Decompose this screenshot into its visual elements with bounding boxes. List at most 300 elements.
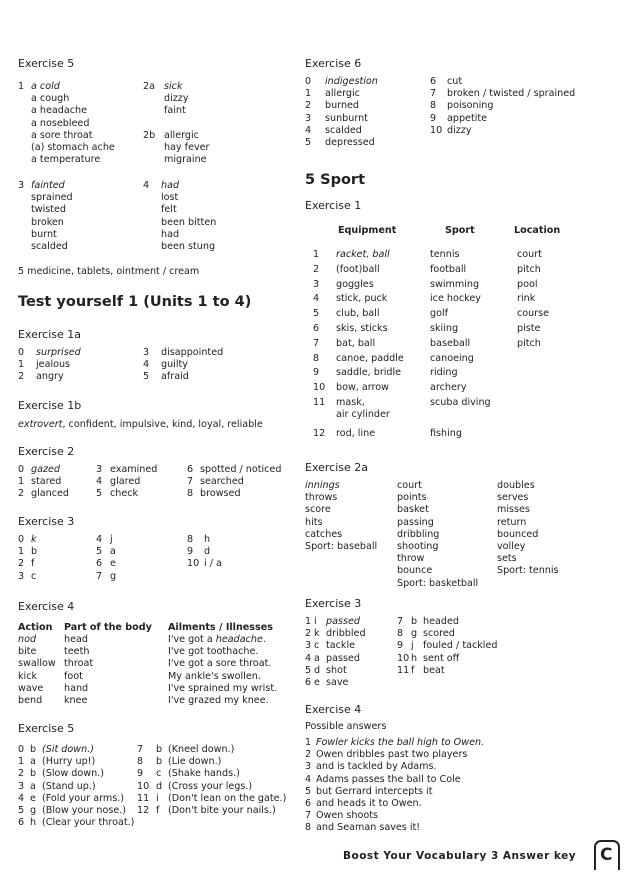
ex3b-list-item: save: [326, 677, 349, 688]
ex3b-list-letter: g: [411, 628, 418, 640]
ex4-ailment: I've got toothache.: [168, 646, 259, 658]
ex5b-list-item: (Sit down.): [42, 744, 94, 755]
ex1-number: 1: [313, 249, 320, 260]
ex1-location: piste: [517, 323, 541, 334]
ex4-answer: and is tackled by Adams.: [316, 761, 437, 773]
ex1a-list-number: 3: [143, 347, 150, 358]
ex2a-item: misses: [497, 504, 530, 516]
footer-title: Boost Your Vocabulary 3 Answer key: [343, 850, 577, 862]
ex1-number: 3: [313, 278, 320, 290]
ex1a-list-number: 2: [18, 371, 25, 383]
ex1-sport: baseball: [430, 337, 471, 349]
ex5b-list-item: (Stand up.): [42, 780, 96, 792]
ex2a-item: catches: [305, 528, 343, 540]
ex4-answer: Adams passes the ball to Cole: [316, 773, 461, 785]
ex1-location: court: [517, 249, 542, 260]
ex5-list-item: allergic: [164, 130, 199, 141]
ex1a-list-item: guilty: [161, 359, 188, 371]
ex5b-list-number: 6: [18, 817, 25, 829]
ex6-list-number: 9: [430, 112, 437, 124]
ex2a-item: basket: [397, 504, 429, 516]
ex4-ailment: I've sprained my wrist.: [168, 682, 278, 694]
ex2a-item: Sport: tennis: [497, 565, 559, 577]
ex1-location: pitch: [517, 263, 541, 275]
ex2-list-number: 4: [96, 476, 103, 488]
ex2-list-number: 2: [18, 488, 25, 500]
ex1-equipment: skis, sticks: [336, 323, 388, 334]
ex3b-list-number: 5: [305, 664, 312, 676]
ex2-list-item: check: [110, 488, 139, 500]
ex4-number: 7: [305, 810, 312, 822]
ex3b-list-letter: d: [314, 664, 321, 676]
exercise-heading: Exercise 1a: [18, 328, 82, 341]
ex6-list-item: burned: [325, 100, 360, 112]
ex3b-list-item: tackle: [326, 640, 356, 652]
ex5-list-item: scalded: [31, 241, 68, 252]
ex3-list-item: g: [110, 570, 117, 582]
ex5b-list-letter: f: [156, 805, 160, 816]
ex6-list-item: cut: [447, 76, 463, 87]
ex5-list-item: been bitten: [161, 216, 217, 228]
ex1-equipment: bat, ball: [336, 337, 376, 349]
ex2a-item: innings: [305, 480, 340, 491]
ex4-answer: and Seaman saves it!: [316, 822, 421, 834]
ex3b-list-item: dribbled: [326, 628, 366, 640]
ex1a-list-item: surprised: [36, 347, 81, 358]
ex5-list-item: lost: [161, 192, 179, 204]
ex2-list-item: stared: [31, 476, 62, 488]
ex1-number: 4: [313, 293, 320, 305]
ex2-list-number: 3: [96, 464, 103, 475]
ex2-list-number: 1: [18, 476, 25, 488]
ex1-number: 7: [313, 337, 320, 349]
ex3-list-number: 7: [96, 570, 103, 582]
ex5b-list-letter: a: [30, 756, 36, 768]
ex3b-list-letter: h: [411, 652, 418, 664]
ex4-answer: but Gerrard intercepts it: [316, 785, 433, 797]
ex2a-item: passing: [397, 516, 434, 528]
ex3b-list-letter: j: [411, 640, 414, 652]
ex5b-list-item: (Don't lean on the gate.): [168, 792, 287, 804]
ex3-list-number: 0: [18, 534, 25, 545]
ex4-action: swallow: [18, 658, 56, 670]
ex5-list-item: a cough: [31, 93, 70, 105]
ex5b-list-number: 5: [18, 805, 25, 816]
ex1-sport: archery: [430, 382, 467, 394]
ex5b-list-item: (Hurry up!): [42, 756, 96, 768]
ex4-answer: Owen dribbles past two players: [316, 749, 468, 761]
exercise-heading: Exercise 1: [305, 199, 362, 212]
ex5b-list-letter: e: [30, 792, 36, 804]
ex4-ailment: I've got a headache.: [168, 634, 266, 645]
ex5-list-item: sprained: [31, 192, 73, 204]
ex1-equipment: saddle, bridle: [336, 367, 402, 379]
ex1-location: pitch: [517, 337, 541, 349]
ex4-number: 2: [305, 749, 312, 761]
ex1-column-header: Location: [514, 225, 561, 236]
ex1-equipment: (foot)ball: [336, 263, 380, 275]
ex5-list-item: broken: [31, 216, 64, 228]
ex5b-list-item: (Fold your arms.): [42, 792, 125, 804]
ex6-list-item: indigestion: [325, 76, 378, 87]
ex3-list-item: j: [110, 534, 113, 545]
ex5b-list-number: 12: [137, 805, 150, 816]
ex1-location: course: [517, 308, 550, 320]
ex4-ailment: I've grazed my knee.: [168, 695, 269, 706]
ex5-list-item: (a) stomach ache: [31, 142, 115, 153]
ex5b-list-letter: b: [30, 744, 37, 755]
ex1-equipment: stick, puck: [336, 293, 388, 305]
ex1-equipment: goggles: [336, 278, 374, 290]
ex5-list-number: 2b: [143, 130, 156, 141]
ex4-body-part: head: [64, 634, 88, 645]
ex3-list-item: a: [110, 546, 116, 558]
ex5b-list-number: 8: [137, 756, 144, 768]
logo-icon: C: [594, 840, 620, 870]
ex4-action: kick: [18, 670, 38, 682]
ex6-list-item: scalded: [325, 124, 362, 136]
ex1-sport: golf: [430, 308, 449, 320]
ex2-list-item: glared: [110, 476, 141, 488]
ex1a-list-number: 0: [18, 347, 25, 358]
ex3b-list-number: 2: [305, 628, 312, 640]
ex3-list-item: e: [110, 558, 116, 570]
ex5-list-number: 1: [18, 81, 25, 92]
ex1-column-header: Sport: [445, 225, 475, 236]
ex6-list-number: 0: [305, 76, 312, 87]
ex5-list-item: hay fever: [164, 142, 210, 154]
ex3-list-number: 8: [187, 534, 194, 545]
ex2a-item: score: [305, 504, 331, 516]
ex5-list-item: had: [161, 228, 180, 240]
ex3b-list-item: beat: [423, 664, 445, 676]
ex2a-item: shooting: [397, 541, 439, 552]
ex5-list-item: migraine: [164, 154, 207, 166]
ex3b-list-number: 7: [397, 616, 404, 627]
ex2-list-item: glanced: [31, 488, 69, 500]
ex2-list-item: examined: [110, 464, 158, 475]
ex1-equipment: bow, arrow: [336, 382, 390, 394]
ex3-list-item: d: [204, 546, 211, 558]
ex2a-item: serves: [497, 492, 529, 504]
ex2a-item: sets: [497, 553, 517, 565]
ex1-number: 9: [313, 367, 320, 379]
ex4-body-part: throat: [64, 658, 94, 670]
ex3b-list-item: passed: [326, 652, 360, 664]
ex4-body-part: foot: [64, 670, 83, 682]
ex5b-list-item: (Clear your throat.): [42, 817, 135, 829]
ex3-list-item: i / a: [204, 558, 222, 570]
ex3b-list-number: 10: [397, 652, 410, 664]
ex4-answer: and heads it to Owen.: [316, 798, 422, 809]
ex5b-list-letter: h: [30, 817, 37, 829]
exercise-heading: Exercise 2: [18, 445, 75, 458]
ex1-number: 6: [313, 323, 320, 334]
ex2a-item: return: [497, 516, 527, 528]
ex6-list-item: poisoning: [447, 100, 494, 112]
ex6-list-number: 6: [430, 76, 437, 87]
ex1a-list-number: 1: [18, 359, 25, 371]
ex3b-list-item: headed: [423, 616, 459, 627]
ex2a-item: bounced: [497, 528, 539, 540]
ex3b-list-item: fouled / tackled: [423, 640, 498, 652]
ex1a-list-number: 5: [143, 371, 150, 383]
ex6-list-number: 5: [305, 137, 312, 148]
ex1b-example: extrovert: [18, 419, 63, 430]
ex3-list-number: 1: [18, 546, 25, 558]
ex3-list-item: k: [31, 534, 37, 545]
ex5-list-item: had: [161, 180, 180, 191]
ex1-sport: swimming: [430, 278, 480, 290]
ex1-sport: fishing: [430, 428, 462, 439]
ex4-action: bend: [18, 695, 43, 706]
ex2-list-item: browsed: [200, 488, 241, 500]
ex3b-list-item: passed: [326, 616, 360, 627]
ex3-list-number: 3: [18, 570, 25, 582]
ex3b-list-number: 6: [305, 677, 312, 688]
ex1a-list-number: 4: [143, 359, 150, 371]
ex3b-list-item: sent off: [423, 652, 460, 664]
ex1-sport: scuba diving: [430, 397, 491, 408]
ex5b-list-item: (Blow your nose.): [42, 805, 127, 816]
exercise-heading: Exercise 2a: [305, 461, 369, 474]
ex3-list-number: 2: [18, 558, 25, 570]
ex5b-list-item: (Kneel down.): [168, 744, 235, 755]
ex6-list-number: 7: [430, 88, 437, 100]
ex1-location: pool: [517, 278, 538, 290]
ex5b-list-letter: d: [156, 780, 163, 792]
exercise-heading: Exercise 5: [18, 722, 75, 735]
ex6-list-number: 1: [305, 88, 312, 100]
ex5-list-item: been stung: [161, 241, 216, 252]
ex5b-list-item: (Shake hands.): [168, 768, 240, 780]
ex4-answer: Fowler kicks the ball high to Owen.: [316, 737, 485, 748]
exercise-heading: Exercise 4: [18, 600, 75, 613]
ex6-list-item: allergic: [325, 88, 360, 100]
ex4-body-part: hand: [64, 682, 89, 694]
ex5b-list-number: 10: [137, 780, 150, 792]
ex5b-list-letter: c: [156, 768, 162, 780]
ex2-list-item: gazed: [31, 464, 60, 475]
ex5b-list-number: 3: [18, 780, 25, 792]
ex6-list-number: 10: [430, 124, 443, 136]
ex5b-list-number: 2: [18, 768, 25, 780]
ex4-ailment: I've got a sore throat.: [168, 658, 272, 670]
ex4-column-header: Action: [18, 622, 53, 633]
ex2a-item: bounce: [397, 565, 433, 577]
ex5b-list-letter: i: [156, 792, 159, 804]
ex4-subtitle: Possible answers: [305, 721, 387, 732]
ex3-list-number: 4: [96, 534, 103, 545]
ex6-list-number: 2: [305, 100, 312, 112]
ex5b-list-letter: g: [30, 805, 37, 816]
ex4-action: wave: [18, 682, 44, 694]
ex3b-list-letter: f: [411, 664, 415, 676]
ex6-list-item: depressed: [325, 137, 375, 148]
ex5-list-number: 3: [18, 180, 25, 191]
ex6-list-number: 8: [430, 100, 437, 112]
ex4-action: nod: [18, 634, 37, 645]
ex2a-item: hits: [305, 516, 323, 528]
ex6-list-number: 4: [305, 124, 312, 136]
ex6-list-item: appetite: [447, 112, 488, 124]
ex2-list-item: searched: [200, 476, 244, 488]
ex3b-list-number: 11: [397, 664, 410, 676]
ex1-equipment: air cylinder: [336, 408, 390, 420]
ex3b-list-number: 4: [305, 652, 312, 664]
ex5b-list-letter: a: [30, 780, 36, 792]
ex3-list-number: 10: [187, 558, 200, 570]
ex1-sport: football: [430, 263, 467, 275]
ex1-column-header: Equipment: [338, 225, 397, 236]
ex4-body-part: knee: [64, 695, 88, 706]
ex5-list-item: a temperature: [31, 154, 101, 166]
ex3-list-item: f: [31, 558, 35, 570]
ex1-equipment: rod, line: [336, 428, 376, 439]
ex1b-answers: , confident, impulsive, kind, loyal, reliable: [62, 419, 263, 430]
ex5-list-item: fainted: [31, 180, 65, 191]
ex1-location: rink: [517, 293, 536, 305]
ex6-list-item: dizzy: [447, 124, 472, 136]
ex4-number: 3: [305, 761, 312, 773]
ex1a-list-item: jealous: [36, 359, 71, 371]
exercise-heading: Exercise 3: [18, 515, 75, 528]
ex5-list-number: 4: [143, 180, 150, 191]
ex3b-list-item: shot: [326, 664, 347, 676]
ex1-equipment: canoe, paddle: [336, 352, 404, 364]
ex5b-list-letter: b: [156, 756, 163, 768]
ex5-list-item: burnt: [31, 228, 57, 240]
ex5-list-item: a sore throat: [31, 129, 93, 141]
ex1-number: 5: [313, 308, 320, 320]
ex4-action: bite: [18, 646, 37, 658]
ex2a-item: throws: [305, 492, 338, 504]
ex4-column-header: Ailments / Illnesses: [168, 622, 273, 633]
ex3b-list-letter: b: [411, 616, 418, 627]
ex5b-list-number: 7: [137, 744, 144, 755]
ex5-list-item: a nosebleed: [31, 117, 90, 129]
ex1-number: 2: [313, 263, 320, 275]
ex5b-list-number: 1: [18, 756, 25, 768]
ex6-list-number: 3: [305, 112, 312, 124]
ex3b-list-item: scored: [423, 628, 455, 640]
ex1a-list-item: disappointed: [161, 347, 224, 358]
ex4-number: 4: [305, 773, 312, 785]
ex3b-list-number: 3: [305, 640, 312, 652]
ex1a-list-item: afraid: [161, 371, 189, 383]
ex3-list-item: h: [204, 534, 211, 545]
ex5b-list-item: (Slow down.): [42, 768, 104, 780]
section-title: Test yourself 1 (Units 1 to 4): [18, 294, 252, 310]
ex5b-list-number: 0: [18, 744, 25, 755]
ex1a-list-item: angry: [36, 371, 64, 383]
ex5-list-item: a cold: [31, 81, 60, 92]
ex2-list-number: 0: [18, 464, 25, 475]
ex2a-item: throw: [397, 553, 425, 565]
ex5b-list-item: (Cross your legs.): [168, 780, 253, 792]
exercise-heading: Exercise 1b: [18, 399, 82, 412]
ex4-number: 6: [305, 798, 312, 809]
ex3b-list-letter: a: [314, 652, 320, 664]
ex1-number: 8: [313, 352, 320, 364]
ex3-list-number: 6: [96, 558, 103, 570]
ex3b-list-number: 1: [305, 616, 312, 627]
ex5b-list-item: (Don't bite your nails.): [168, 805, 276, 816]
section-title: 5 Sport: [305, 172, 366, 188]
ex4-number: 5: [305, 785, 312, 797]
ex6-list-item: broken / twisted / sprained: [447, 88, 576, 100]
ex2a-item: Sport: basketball: [397, 577, 479, 589]
ex5b-list-letter: b: [30, 768, 37, 780]
ex4-ailment: My ankle's swollen.: [168, 670, 261, 682]
ex5-list-item: sick: [164, 81, 183, 92]
ex2a-item: doubles: [497, 480, 535, 491]
ex2-list-item: spotted / noticed: [200, 464, 282, 475]
ex5-line: 5 medicine, tablets, ointment / cream: [18, 266, 200, 277]
ex4-answer: Owen shoots: [316, 810, 379, 822]
ex5-list-number: 2a: [143, 81, 155, 92]
ex2a-item: points: [397, 492, 427, 504]
ex2-list-number: 6: [187, 464, 194, 475]
ex5b-list-number: 4: [18, 792, 25, 804]
ex2a-item: volley: [497, 541, 526, 552]
ex6-list-item: sunburnt: [325, 112, 368, 124]
ex3b-list-letter: i: [314, 616, 317, 627]
ex3-list-number: 9: [187, 546, 194, 558]
ex4-body-part: teeth: [64, 646, 90, 658]
ex3b-list-letter: c: [314, 640, 320, 652]
ex3b-list-letter: e: [314, 677, 320, 688]
ex5b-list-item: (Lie down.): [168, 756, 222, 768]
ex3b-list-number: 9: [397, 640, 404, 652]
ex2a-item: dribbling: [397, 528, 440, 540]
ex5-list-item: faint: [164, 105, 186, 117]
ex2-list-number: 7: [187, 476, 194, 488]
ex3-list-number: 5: [96, 546, 103, 558]
ex1-number: 10: [313, 382, 326, 394]
exercise-heading: Exercise 5: [18, 57, 75, 70]
ex5b-list-letter: b: [156, 744, 163, 755]
ex4-number: 8: [305, 822, 312, 834]
ex2a-item: court: [397, 480, 422, 491]
ex3b-list-letter: k: [314, 628, 320, 640]
ex1-equipment: mask,: [336, 397, 365, 408]
ex5b-list-number: 11: [137, 792, 150, 804]
ex1-sport: riding: [430, 367, 458, 379]
ex5-list-item: dizzy: [164, 93, 189, 105]
ex1-sport: tennis: [430, 249, 460, 260]
ex2-list-number: 5: [96, 488, 103, 500]
ex2-list-number: 8: [187, 488, 194, 500]
ex1-number: 11: [313, 397, 326, 408]
ex1-number: 12: [313, 428, 326, 439]
ex1-sport: ice hockey: [430, 293, 481, 305]
ex5b-list-number: 9: [137, 768, 144, 780]
exercise-heading: Exercise 6: [305, 57, 362, 70]
ex3-list-item: b: [31, 546, 38, 558]
ex4-column-header: Part of the body: [64, 622, 152, 633]
ex1b-line: [18, 419, 263, 431]
ex3-list-item: c: [31, 570, 37, 582]
exercise-heading: Exercise 3: [305, 597, 362, 610]
ex1-sport: canoeing: [430, 352, 474, 364]
ex5-list-item: felt: [161, 204, 177, 216]
ex3b-list-number: 8: [397, 628, 404, 640]
ex1-equipment: club, ball: [336, 308, 380, 320]
ex1-equipment: racket, ball: [336, 249, 390, 260]
ex1-sport: skiing: [430, 323, 459, 334]
exercise-heading: Exercise 4: [305, 703, 362, 716]
